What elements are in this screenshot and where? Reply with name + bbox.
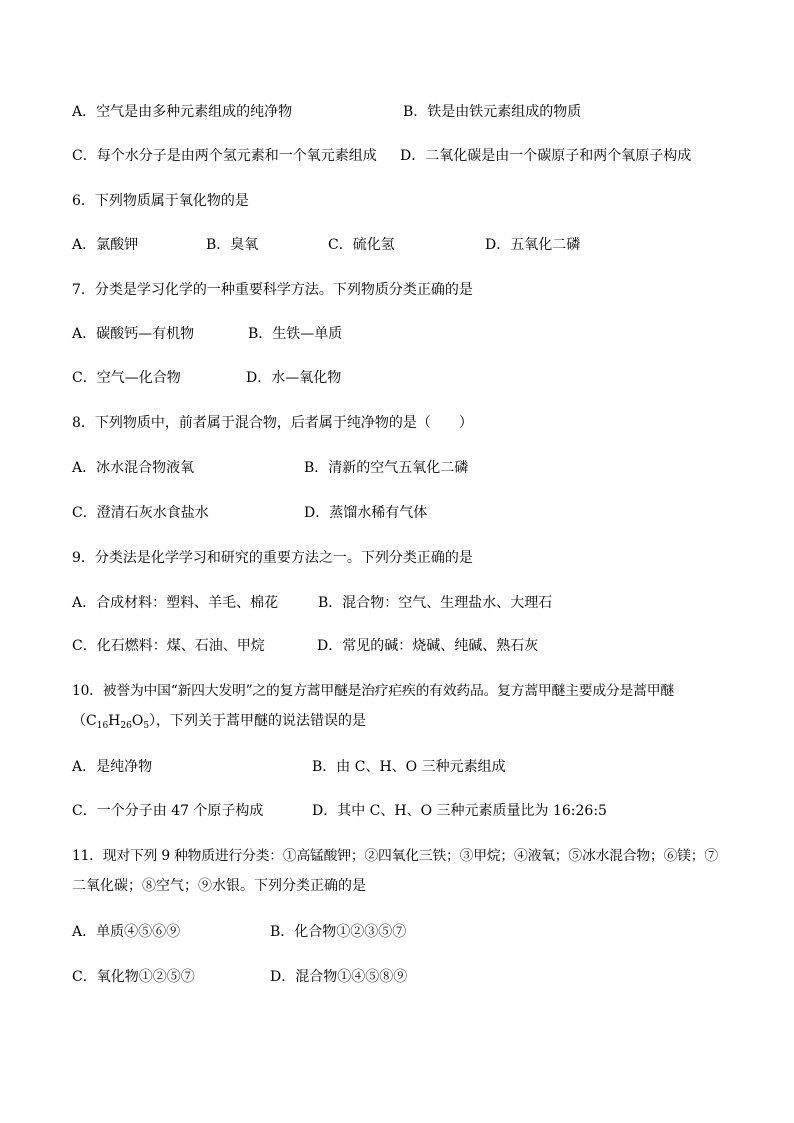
- q11-stem-line2: 二氧化碳；⑧空气；⑨水银。下列分类正确的是: [72, 878, 366, 894]
- q11-stem-line1: 11．现对下列 9 种物质进行分类：①高锰酸钾；②四氧化三铁；③甲烷；④液氧；⑤冰水混合物；⑥镁；⑦: [72, 848, 718, 864]
- q10-formula-sub-h: 26: [120, 721, 132, 731]
- q6-stem: 6．下列物质属于氧化物的是: [72, 193, 249, 209]
- q6-option-d: D．五氧化二磷: [485, 237, 581, 253]
- q6-option-a: A．氯酸钾: [72, 237, 139, 253]
- q10-formula-open: （C: [72, 713, 97, 729]
- q10-option-d: D．其中 C、H、O 三种元素质量比为 16:26:5: [312, 803, 607, 819]
- q7-stem: 7．分类是学习化学的一种重要科学方法。下列物质分类正确的是: [72, 282, 473, 298]
- q10-stem-line1: 10．被誉为中国“新四大发明”之的复方蒿甲醚是治疗疟疾的有效药品。复方蒿甲醚主要成分是蒿甲醚: [72, 683, 674, 699]
- q5-option-d: D．二氧化碳是由一个碳原子和两个氧原子构成: [400, 148, 692, 164]
- q10-stem-rest: ），下列关于蒿甲醚的说法错误的是: [149, 713, 367, 729]
- q5-option-b: B．铁是由铁元素组成的物质: [403, 104, 582, 120]
- q11-option-d: D．混合物①④⑤⑧⑨: [270, 969, 408, 985]
- q8-option-c: C．澄清石灰水食盐水: [72, 505, 209, 521]
- q6-option-b: B．臭氧: [206, 237, 259, 253]
- q9-option-c: C．化石燃料：煤、石油、甲烷: [72, 638, 265, 654]
- q6-option-c: C．硫化氢: [328, 237, 395, 253]
- q11-option-b: B．化合物①②③⑤⑦: [270, 924, 407, 940]
- q5-option-c: C．每个水分子是由两个氢元素和一个氧元素组成: [72, 148, 377, 164]
- q10-stem-line2: [72, 712, 366, 730]
- q7-option-c: C．空气—化合物: [72, 370, 181, 386]
- q10-formula-sub-c: 16: [96, 721, 109, 731]
- q5-option-a: A．空气是由多种元素组成的纯净物: [72, 104, 293, 120]
- q7-option-d: D．水—氧化物: [246, 370, 342, 386]
- q11-option-c: C．氧化物①②⑤⑦: [72, 969, 195, 985]
- q10-formula-o: O: [131, 713, 144, 729]
- q10-formula-sub-o: 5: [143, 721, 150, 731]
- q9-stem: 9．分类法是化学学习和研究的重要方法之一。下列分类正确的是: [72, 550, 473, 566]
- q9-option-d: D．常见的碱：烧碱、纯碱、熟石灰: [317, 638, 539, 654]
- q7-option-b: B．生铁—单质: [248, 326, 343, 342]
- q11-option-a: A．单质④⑤⑥⑨: [72, 924, 181, 940]
- q9-option-a: A．合成材料：塑料、羊毛、棉花: [72, 595, 279, 611]
- q8-stem: 8．下列物质中，前者属于混合物，后者属于纯净物的是（ ）: [72, 415, 473, 431]
- q10-option-a: A．是纯净物: [72, 759, 153, 775]
- q9-option-b: B．混合物：空气、生理盐水、大理石: [318, 595, 553, 611]
- q7-option-a: A．碳酸钙—有机物: [72, 326, 195, 342]
- q8-option-b: B．清新的空气五氧化二磷: [304, 460, 469, 476]
- q8-option-d: D．蒸馏水稀有气体: [304, 505, 428, 521]
- q10-option-c: C．一个分子由 47 个原子构成: [72, 803, 264, 819]
- q10-option-b: B．由 C、H、O 三种元素组成: [312, 759, 506, 775]
- q8-option-a: A．冰水混合物液氧: [72, 460, 195, 476]
- q10-formula-h: H: [108, 713, 121, 729]
